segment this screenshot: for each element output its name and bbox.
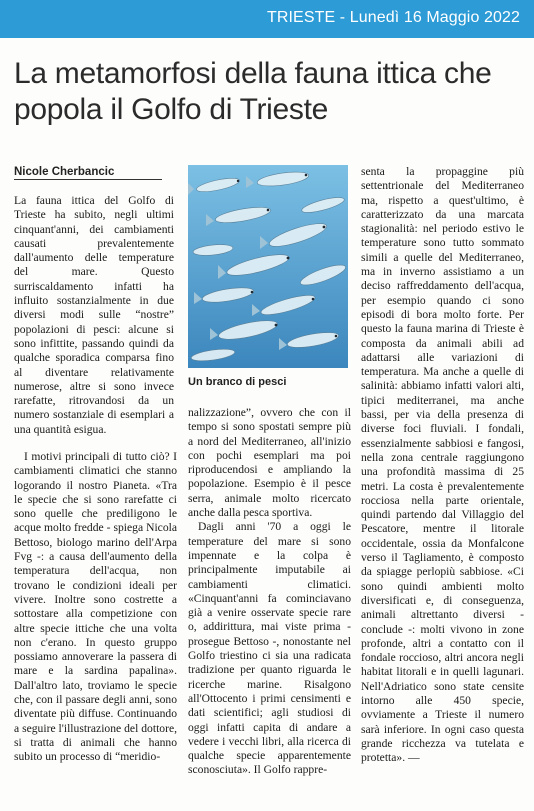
paragraph-text: nalizzazione”, ovvero che con il tempo si sono spostati sempre più a nord del Mediterraneo, all'inizio con pochi esemplari ma poi riproducendosi e ampliando la popolazione. Esempio è il pesce serra, animale molto ricercato anche dalla pesca sportiva. [188, 406, 351, 520]
photo-caption: Un branco di pesci [188, 376, 287, 388]
article-headline: La metamorfosi della fauna ittica che popola il Golfo di Trieste [14, 57, 492, 126]
paragraph-text: I motivi principali di tutto ciò? I cambiamenti climatici che stanno logorando il nostro Pianeta. «Tra le specie che si sono rarefatte ci sono quelle che prediligono le acque molto fredde - spiega Nicola Bettoso, biologo marino dell'Arpa Fvg -: a causa dell'aumento della temperatura dell'acqua, non trovano le condizioni ideali per vivere. Inoltre sono costrette a sottostare alla competizione con altre specie ittiche che una volta non c'erano. In questo gruppo possiamo annoverare la passera di mare e la sardina papalina». Dall'altro lato, troviamo le specie che, con il passare degli anni, sono diventate più diffuse. Continuando a seguire l'illustrazione del dottore, si tratta di animali che hanno subito un processo di “meridio- [14, 450, 177, 764]
article-paragraph-2 [14, 450, 177, 765]
article-paragraph-1 [14, 194, 174, 437]
article-byline: Nicole Cherbancic [14, 166, 162, 180]
header-dateline: TRIESTE - Lunedì 16 Maggio 2022 [266, 9, 520, 26]
paragraph-text: La fauna ittica del Golfo di Trieste ha subito, negli ultimi cinquant'anni, dei cambiamenti causati prevalentemente dall'aumento delle temperature del mare. Questo surriscaldamento infatti ha influito sostanzialmente in due diversi modi sulle “nostre” popolazioni di pesci: alcune si sono infittite, passando quindi da qualche sporadica comparsa fino al diventare relativamente numerose, altre si sono invece rarefatte, ritrovandosi da un numero sostanziale di esemplari a una quantità esigua. [14, 194, 174, 436]
article-column-3 [361, 165, 524, 765]
paragraph-text: Dagli anni '70 a oggi le temperature del mare si sono impennate e la colpa è principalmente imputabile ai cambiamenti climatici. «Cinquant'anni fa cominciavano già a venire osservate specie rare o, addirittura, mai viste prima - prosegue Bettoso -, nonostante nel Golfo triestino ci sia una radicata tradizione per quanto riguarda le ricerche marine. Risalgono all'Ottocento i primi censimenti e dati scientifici; agli studiosi di oggi infatti capita di andare a vedere i vecchi libri, alla ricerca di qualche specie apparentemente sconosciuta». Il Golfo rappre- [188, 520, 351, 777]
paragraph-text: senta la propaggine più settentrionale del Mediterraneo ma, rispetto a quest'ultimo, è caratterizzato da una marcata stagionalità: nel periodo estivo le temperature sono tutto sommato simili a quelle del Mediterraneo, ma in inverno assistiamo a un deciso raffreddamento dell'acqua, per esempio quando ci sono episodi di bora molto forte. Per questo la fauna marina di Trieste è composta da animali abili ad adattarsi alle variazioni di temperatura. Ma anche a quelle di salinità: abbiamo infatti valori alti, tipici mediterranei, ma anche bassi, per via della presenza di diverse foci fluviali. I fondali, essenzialmente sabbiosi e fangosi, nella zona centrale raggiungono una profondità massima di 25 metri. La costa è prevalentemente rocciosa nella parte orientale, quindi partendo dal Villaggio del Pescatore, mentre il litorale occidentale, ossia da Monfalcone verso il Tagliamento, è composto da spiagge perlopiù sabbiose. «Ci sono quindi ambienti molto diversificati e, di conseguenza, animali altrettanto diversi - conclude -: molti vivono in zone profonde, altri a contatto con il fondale roccioso, altri ancora negli habitat litorali e in quelli lagunari. Nell'Adriatico sono state censite intorno alle 450 specie, ovviamente a Trieste il numero sarà inferiore. In ogni caso questa grande ricchezza va tutelata e protetta». — [361, 165, 524, 765]
fish-school-photo [188, 165, 348, 368]
page-header-bar [0, 0, 534, 38]
fish-school-image [188, 165, 348, 368]
article-column-2 [188, 406, 351, 778]
